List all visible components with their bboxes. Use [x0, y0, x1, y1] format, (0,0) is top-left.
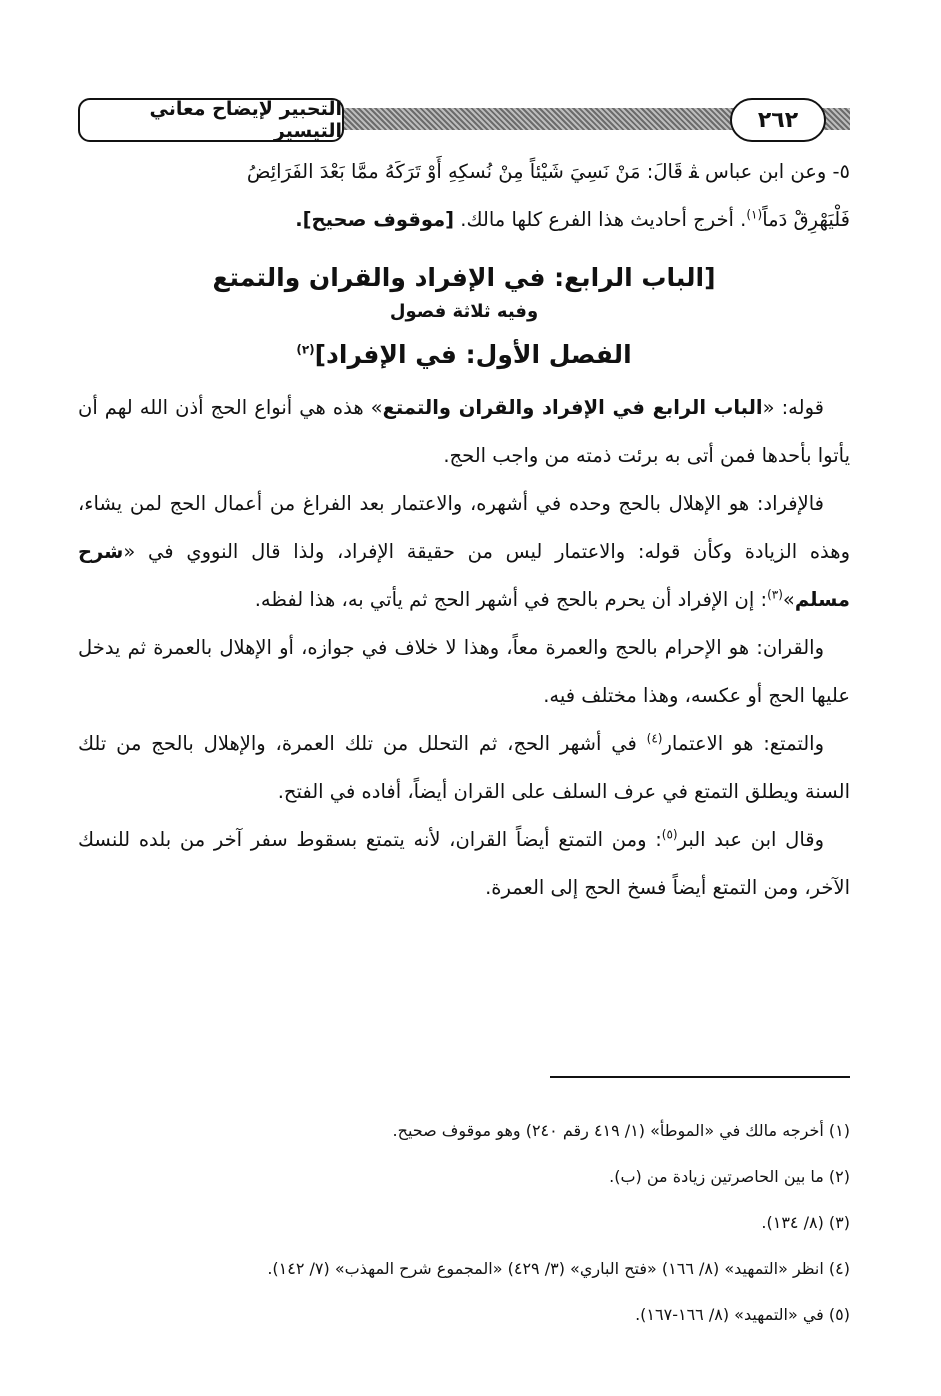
footnote-ref: (١)	[746, 207, 763, 222]
footnote-3: (٣) (٨/ ١٣٤).	[761, 1213, 850, 1232]
running-title: التحبير لإيضاح معاني التيسير	[78, 98, 344, 142]
main-text	[78, 148, 850, 912]
page-header	[78, 96, 850, 142]
hadith-line-2: فَلْيَهْرِقْ دَماً$^{(١)}$. أخرج أحاديث هذا الفرع كلها مالك. [موقوف صحيح].	[295, 207, 850, 231]
footnote-divider	[550, 1076, 850, 1078]
footnote-ref: (٣)	[767, 587, 783, 602]
page-number: ٢٦٢	[730, 98, 826, 142]
paragraph-4: والتمتع: هو الاعتمار$^{(٤)}$ في أشهر الحج، ثم التحلل من تلك العمرة، والإهلال بالحج من تلك السنة ويطلق التمتع في عرف السلف على القران أيضاً، أفاده في الفتح.	[78, 731, 850, 803]
paragraph-5: وقال ابن عبد البر$^{(٥)}$: ومن التمتع أيضاً القران، لأنه يتمتع بسقوط سفر آخر من بلده للنسك الآخر، ومن التمتع أيضاً فسخ الحج إلى العمرة.	[78, 827, 850, 899]
chapter-title: [الباب الرابع: في الإفراد والقران والتمتع	[212, 263, 716, 292]
footnote-1: (١) أخرجه مالك في «الموطأ» (١/ ٤١٩ رقم ٢٤٠) وهو موقوف صحيح.	[392, 1121, 850, 1140]
section-title: الفصل الأول: في الإفراد]$^{(٢)}$	[296, 340, 632, 369]
hadith-grade: [موقوف صحيح].	[295, 208, 455, 231]
footnote-ref: (٤)	[646, 731, 663, 746]
paragraph-3: والقران: هو الإحرام بالحج والعمرة معاً، وهذا لا خلاف في جوازه، أو الإهلال بالعمرة ثم يدخل عليها الحج أو عكسه، وهذا مختلف فيه.	[78, 636, 850, 707]
footnote-4: (٤) انظر «التمهيد» (٨/ ١٦٦) «فتح الباري» (٣/ ٤٢٩) «المجموع شرح المهذب» (٧/ ١٤٢).	[267, 1259, 850, 1278]
footnote-5: (٥) في «التمهيد» (٨/ ١٦٦-١٦٧).	[635, 1305, 850, 1324]
footnotes	[78, 1108, 850, 1338]
chapter-subtitle: وفيه ثلاثة فصول	[389, 301, 539, 322]
footnote-ref: (٢)	[296, 342, 315, 357]
footnote-2: (٢) ما بين الحاصرتين زيادة من (ب).	[609, 1167, 850, 1186]
footnote-ref: (٥)	[661, 827, 678, 842]
paragraph-2: فالإفراد: هو الإهلال بالحج وحده في أشهره، والاعتمار بعد الفراغ من أعمال الحج لمن يشاء، وهذه الزيادة وكأن قوله: والاعتمار ليس من حقيقة الإفراد، ولذا قال النووي في «شرح مسلم»$^{(٣)}$: إن الإفراد أن يحرم بالحج في أشهر الحج ثم يأتي به، هذا لفظه.	[78, 492, 850, 611]
hadith-line-1: ٥- وعن ابن عباس ﭭ قَالَ: مَنْ نَسِيَ شَيْئاً مِنْ نُسكِهِ أَوْ تَرَكَهُ ممَّا بَعْدَ الفَرَائِضُ	[246, 160, 850, 183]
paragraph-1: قوله: «الباب الرابع في الإفراد والقران والتمتع» هذه هي أنواع الحج أذن الله لهم أن يأتوا بأحدها فمن أتى به برئت ذمته من واجب الحج.	[78, 396, 850, 467]
